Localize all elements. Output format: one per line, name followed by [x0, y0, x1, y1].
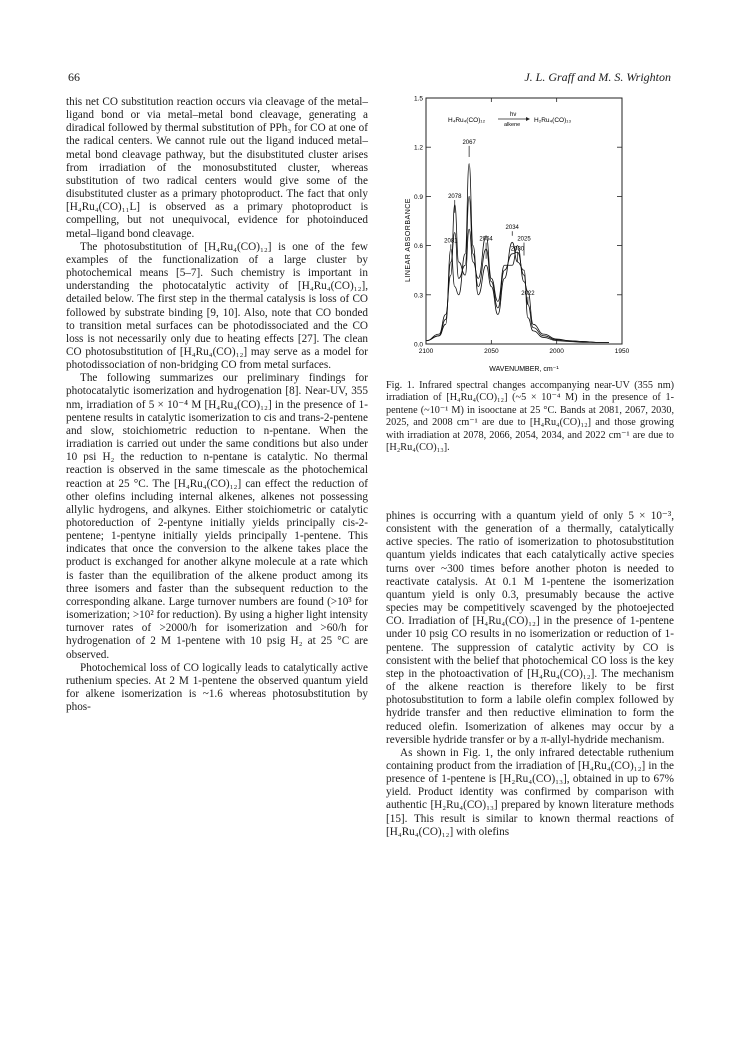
caption-label: Fig. 1. — [386, 380, 415, 391]
running-head: J. L. Graff and M. S. Wrighton — [524, 70, 671, 84]
peak-annotation: 2030 — [510, 246, 525, 253]
figure-caption — [386, 380, 674, 454]
peak-annotation: 2078 — [448, 194, 462, 201]
peak-annotation: 2025 — [517, 236, 531, 243]
peak-annotation: 2081 — [444, 238, 458, 245]
paragraph: Photochemical loss of CO logically leads to catalytically active ruthenium species. At 2 M 1-pentene the observed quantum yield for alkene isomerization is ~1.6 whereas photosubstitution by phos- — [66, 661, 368, 714]
left-column — [66, 96, 368, 714]
y-tick-label: 0.9 — [413, 193, 423, 201]
reaction-arrowhead — [526, 117, 530, 121]
y-tick-label: 1.2 — [413, 144, 423, 152]
paragraph: this net CO substitution reaction occurs via cleavage of the metal–ligand bond or via metal–metal bond cleavage, generating a diradical followed by thermal substitution of PPh₃ for CO at one of the radical centers. We cannot rule out the ligand induced metal–metal bond cleavage pathway, but the disubstituted cluster arises from irradiation of the monosubstituted cluster, whereas substitution of two radical centers would give some of the disubstituted cluster as a primary photoproduct. The fact that only [H₄Ru₄(CO)₁₁L] is observed as a primary photoproduct is compelling, but not unequivocal, evidence for photoinduced metal–ligand bond cleavage. — [66, 96, 368, 240]
x-tick-label: 2100 — [418, 348, 434, 355]
plot-frame — [426, 98, 622, 344]
paragraph: As shown in Fig. 1, the only infrared detectable ruthenium containing product from the irradiation of [H₄Ru₄(CO)₁₂] in the presence of 1-pentene is [H₂Ru₄(CO)₁₃], obtained in up to 67% yield. Product identity was confirmed by comparison with authentic [H₂Ru₄(CO)₁₃] prepared by known literature methods [15]. This result is similar to known thermal reactions of [H₄Ru₄(CO)₁₂] with olefins — [386, 746, 674, 838]
peak-annotation: 2067 — [462, 139, 476, 146]
y-tick-label: 1.5 — [413, 95, 423, 103]
reaction-arrow-bottom: alkene — [504, 122, 521, 128]
x-tick-label: 2000 — [549, 348, 564, 355]
peak-annotation: 2022 — [521, 290, 535, 297]
y-tick-label: 0.6 — [413, 243, 423, 251]
y-tick-label: 0.0 — [413, 341, 423, 349]
y-tick-label: 0.3 — [413, 292, 423, 300]
peak-annotation: 2034 — [505, 225, 519, 232]
x-tick-label: 2050 — [484, 348, 499, 355]
y-axis-label: LINEAR ABSORBANCE — [405, 198, 412, 282]
ir-spectrum-chart — [386, 92, 674, 377]
paragraph: phines is occurring with a quantum yield of only 5 × 10⁻³, consistent with the generation of a thermally, catalytically active species. The ratio of isomerization to photosubstitution quantum yields indicates that each catalytically active species turns over ~300 times before another photon is needed to reactivate catalysis. At 0.1 M 1-pentene the isomerization quantum yield is only 0.3, presumably because the active species may be competitively scavenged by the photoejected CO. Irradiation of [H₄Ru₄(CO)₁₂] in the presence of 1-pentene under 10 psig CO results in no isomerization or reduction of 1-pentene. The suppression of catalytic activity by CO is consistent with the belief that photochemical CO loss is the key step in the photoactivation of [H₄Ru₄(CO)₁₂]. The mechanism of the alkene reaction is therefore likely to be first photosubstitution to form a labile olefin complex followed by hydride transfer and then reductive elimination to form the reduced olefin. Isomerization of alkenes may occur by a reversible hydride transfer or by a π-allyl-hydride mechanism. — [386, 510, 674, 746]
reaction-product: H₂Ru₄(CO)₁₃ — [534, 117, 572, 124]
reaction-reactant: H₄Ru₄(CO)₁₂ — [448, 117, 486, 124]
caption-text: Infrared spectral changes accompanying near-UV (355 nm) irradiation of [H₄Ru₄(CO)₁₂] (~5 × 10⁻⁴ M) in the presence of 1-pentene (~10⁻¹ M) in isooctane at 25 °C. Bands at 2081, 2067, 2030, 2025, and 2008 cm⁻¹ are due to [H₄Ru₄(CO)₁₂] and those growing with irradiation at 2078, 2066, 2054, 2034, and 2022 cm⁻¹ are due to [H₂Ru₄(CO)₁₃]. — [386, 380, 675, 454]
reaction-arrow-top: hν — [510, 112, 517, 118]
x-tick-label: 1950 — [614, 348, 630, 355]
peak-annotation: 2054 — [479, 236, 493, 243]
paragraph: The following summarizes our preliminary findings for photocatalytic isomerization and hydrogenation [8]. Near-UV, 355 nm, irradiation of 5 × 10⁻⁴ M [H₄Ru₄(CO)₁₂] in the presence of 1-pentene results in catalytic isomerization to cis and trans-2-pentene and slow, stoichiometric reduction to n-pentane. When the irradiation is carried out under the same conditions but also under 10 psi H₂ the reduction to n-pentane is catalytic. No thermal reaction is observed in the same timescale as the photochemical reaction at 25 °C. The [H₄Ru₄(CO)₁₂] can effect the reduction of other olefins including internal alkenes, alkenes not possessing allylic hydrogens, and alkynes. Either stoichiometric or catalytic photoreduction of 2-pentyne initially yields principally cis-2-pentene; 1-pentyne initially yields principally 1-pentene. This indicates that once the conversion to the alkene takes place the product is exchanged for another alkyne molecule at a rate which is faster than the equilibration of the alkene product among its three isomers and faster than the subsequent reduction to the corresponding alkane. Large turnover numbers are found (>10³ for isomerization; >10² for reduction). By using a higher light intensity turnover rates of >2000/h for isomerization and >60/h for hydrogenation of 2 M 1-pentene with 10 psig H₂ at 25 °C are observed. — [66, 372, 368, 661]
right-column — [386, 510, 674, 839]
paragraph: The photosubstitution of [H₄Ru₄(CO)₁₂] is one of the few examples of the functionalization of a large cluster by photochemical means [5–7]. Such chemistry is important in understanding the photocatalytic activity of [H₄Ru₄(CO)₁₂], detailed below. The first step in the thermal catalysis is loss of CO followed by substrate binding [9, 10]. Also, note that CO bonded to transition metal surfaces can be photodissociated and the CO loss is not necessarily only due to heating effects [27]. The clean CO photosubstitution of [H₄Ru₄(CO)₁₂] may serve as a model for photodissociation of non-bridging CO from metal surfaces. — [66, 240, 368, 372]
page-number: 66 — [68, 70, 80, 84]
x-axis-label: WAVENUMBER, cm⁻¹ — [489, 366, 559, 373]
page-header — [0, 70, 737, 86]
